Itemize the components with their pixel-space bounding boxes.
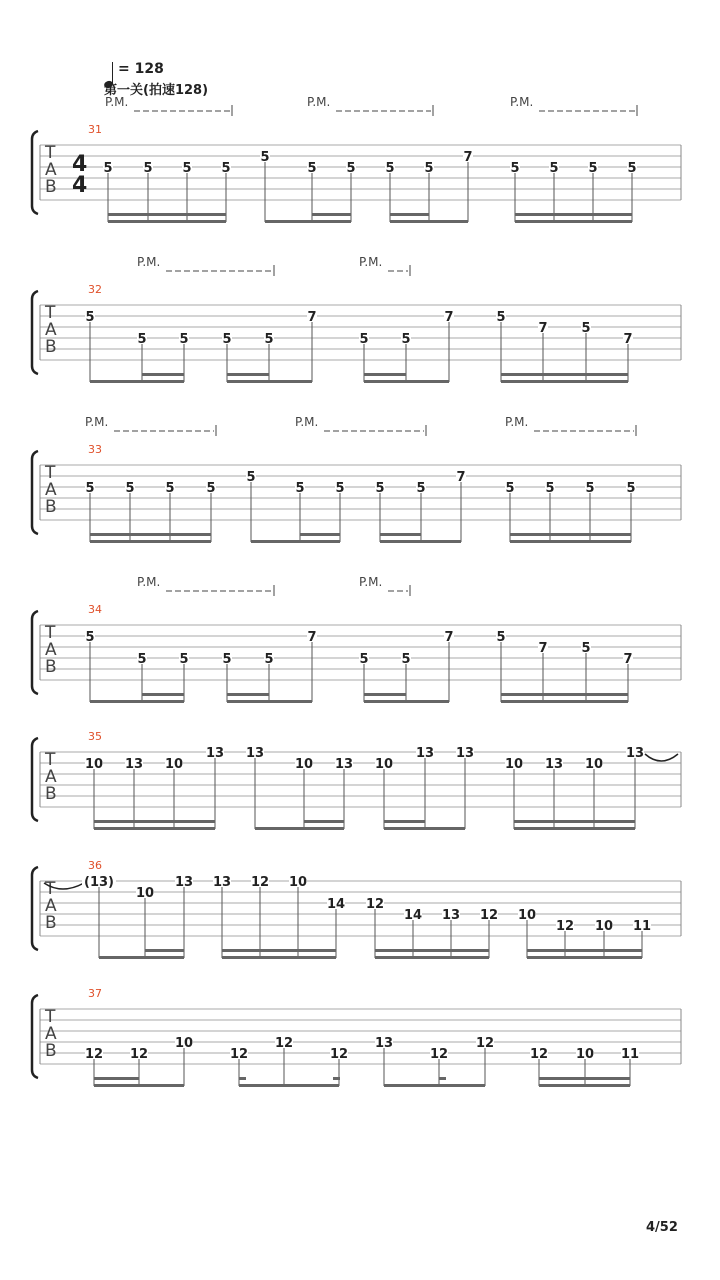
fret-number: 10 [84,757,104,772]
tie-icon [645,754,678,761]
fret-number: 13 [415,746,435,761]
fret-number: 5 [264,332,274,347]
system-bracket-icon [32,611,38,694]
beam [108,220,226,223]
fret-number: 13 [625,746,645,761]
fret-number: 10 [517,908,537,923]
system-bracket-icon [32,867,38,950]
beam [384,827,465,830]
beam [390,213,429,216]
beam [300,533,340,536]
fret-number: 5 [359,332,369,347]
palm-mute-label: P.M. [359,255,383,269]
fret-number: 5 [496,310,506,325]
beam [364,380,449,383]
fret-number: 5 [626,481,636,496]
beam [514,827,635,830]
beam [510,533,631,536]
fret-number: 12 [555,919,575,934]
beam [99,956,184,959]
beam [515,213,632,216]
fret-number: 5 [401,652,411,667]
fret-number: 5 [295,481,305,496]
beam [90,533,211,536]
fret-number: 7 [444,310,454,325]
beam [222,949,336,952]
beam [94,1077,139,1080]
fret-number: 10 [294,757,314,772]
measure-number: 37 [88,987,102,1000]
fret-number: 7 [538,641,548,656]
fret-number: 5 [85,310,95,325]
tab-system [32,255,681,383]
fret-number: 5 [346,161,356,176]
fret-number: 7 [623,332,633,347]
fret-number: 5 [182,161,192,176]
tab-clef-b: B [45,177,57,197]
tab-clef-a: A [45,160,57,180]
beam [364,373,406,376]
palm-mute-label: P.M. [510,95,534,109]
beam [539,1084,630,1087]
tab-clef-b: B [45,784,57,804]
fret-number: 5 [179,652,189,667]
section-title: 第一关(拍速128) [104,83,209,98]
fret-number: 7 [456,470,466,485]
fret-number: 10 [594,919,614,934]
beam-stub [333,1077,340,1080]
beam-stub [439,1077,446,1080]
measure-number: 32 [88,283,102,296]
beam [94,827,215,830]
fret-number: 12 [250,875,270,890]
fret-number: 13 [334,757,354,772]
time-signature-top: 4 [72,152,88,177]
fret-number: 12 [475,1036,495,1051]
tab-clef-b: B [45,1041,57,1061]
fret-number: 13 [212,875,232,890]
fret-number: 5 [221,161,231,176]
beam [94,1084,184,1087]
fret-number: 5 [137,332,147,347]
palm-mute-label: P.M. [307,95,331,109]
tab-clef-t: T [45,303,56,323]
tab-clef-t: T [45,1007,56,1027]
fret-number: 7 [444,630,454,645]
fret-number: 5 [359,652,369,667]
tab-clef-a: A [45,320,57,340]
fret-number: 12 [429,1047,449,1062]
beam [539,1077,630,1080]
fret-number: 5 [581,641,591,656]
fret-number: 12 [479,908,499,923]
beam [515,220,632,223]
fret-number: 13 [544,757,564,772]
palm-mute-label: P.M. [295,415,319,429]
tempo-marking: = 128 [118,61,164,77]
fret-number: 5 [424,161,434,176]
tab-clef-a: A [45,640,57,660]
tab-clef-b: B [45,657,57,677]
beam [527,949,642,952]
palm-mute-label: P.M. [505,415,529,429]
fret-number: 5 [510,161,520,176]
fret-number: 13 [441,908,461,923]
measure-number: 31 [88,123,102,136]
measure-number: 36 [88,859,102,872]
fret-number: 12 [329,1047,349,1062]
fret-number: 12 [229,1047,249,1062]
measure-number: 33 [88,443,102,456]
tab-clef-b: B [45,497,57,517]
tab-clef-a: A [45,896,57,916]
fret-number: 7 [623,652,633,667]
palm-mute-label: P.M. [359,575,383,589]
tab-system [32,95,681,223]
beam [514,820,635,823]
beam [364,700,449,703]
fret-number: 10 [288,875,308,890]
fret-number: 5 [85,481,95,496]
beam [501,373,628,376]
tab-clef-t: T [45,143,56,163]
beam [251,540,340,543]
fret-number: 10 [135,886,155,901]
fret-number: 13 [245,746,265,761]
beam-stub [239,1077,246,1080]
beam [501,700,628,703]
tab-clef-t: T [45,623,56,643]
beam [380,540,461,543]
beam [227,693,269,696]
beam [142,693,184,696]
tab-system [32,730,681,830]
beam [239,1084,339,1087]
tab-clef-t: T [45,750,56,770]
beam [527,956,642,959]
system-bracket-icon [32,451,38,534]
fret-number: 5 [505,481,515,496]
tab-system [32,987,681,1087]
beam [94,820,215,823]
fret-number: 5 [385,161,395,176]
fret-number: 5 [335,481,345,496]
fret-number: 10 [174,1036,194,1051]
fret-number: 12 [365,897,385,912]
fret-number: 5 [222,332,232,347]
beam [90,540,211,543]
fret-number: 10 [584,757,604,772]
palm-mute-label: P.M. [85,415,109,429]
fret-number: 5 [549,161,559,176]
fret-number: 10 [504,757,524,772]
fret-number: 5 [401,332,411,347]
beam [375,956,489,959]
tab-system [32,859,681,959]
system-bracket-icon [32,291,38,374]
system-bracket-icon [32,131,38,214]
fret-number: 10 [164,757,184,772]
fret-number: 5 [179,332,189,347]
palm-mute-label: P.M. [137,255,161,269]
beam [364,693,406,696]
fret-number: 10 [374,757,394,772]
system-bracket-icon [32,738,38,821]
tab-clef-t: T [45,879,56,899]
fret-number: 11 [620,1047,640,1062]
fret-number: 13 [205,746,225,761]
time-signature-bottom: 4 [72,173,88,198]
fret-number: 13 [174,875,194,890]
beam [255,827,344,830]
fret-number: 13 [124,757,144,772]
fret-number: 5 [264,652,274,667]
fret-number: 12 [529,1047,549,1062]
fret-number: 5 [588,161,598,176]
fret-number: 7 [538,321,548,336]
fret-number: 11 [632,919,652,934]
beam [265,220,351,223]
beam [380,533,421,536]
fret-number: 5 [581,321,591,336]
fret-number: 12 [129,1047,149,1062]
beam [390,220,468,223]
fret-number: 12 [274,1036,294,1051]
tab-clef-a: A [45,480,57,500]
measure-number: 35 [88,730,102,743]
fret-number: (13) [84,875,114,890]
beam [90,700,184,703]
fret-number: 12 [84,1047,104,1062]
tab-clef-b: B [45,913,57,933]
beam [375,949,489,952]
beam [510,540,631,543]
beam [227,700,312,703]
palm-mute-label: P.M. [137,575,161,589]
tab-clef-b: B [45,337,57,357]
beam [227,380,312,383]
tab-clef-t: T [45,463,56,483]
fret-number: 5 [260,150,270,165]
fret-number: 5 [627,161,637,176]
beam [108,213,226,216]
beam [90,380,184,383]
fret-number: 5 [85,630,95,645]
page-number: 4/52 [646,1220,678,1235]
fret-number: 5 [137,652,147,667]
beam [384,820,425,823]
fret-number: 14 [403,908,423,923]
beam [501,380,628,383]
fret-number: 5 [103,161,113,176]
fret-number: 13 [455,746,475,761]
beam [222,956,336,959]
beam [312,213,351,216]
fret-number: 5 [585,481,595,496]
tab-system [32,415,681,543]
fret-number: 5 [307,161,317,176]
fret-number: 13 [374,1036,394,1051]
fret-number: 7 [307,630,317,645]
fret-number: 5 [165,481,175,496]
beam [145,949,184,952]
fret-number: 7 [307,310,317,325]
palm-mute-label: P.M. [105,95,129,109]
fret-number: 7 [463,150,473,165]
fret-number: 5 [416,481,426,496]
tab-clef-a: A [45,767,57,787]
tab-clef-a: A [45,1024,57,1044]
beam [501,693,628,696]
fret-number: 5 [125,481,135,496]
beam [227,373,269,376]
beam [142,373,184,376]
beam [384,1084,485,1087]
beam [304,820,344,823]
fret-number: 5 [496,630,506,645]
system-bracket-icon [32,995,38,1078]
fret-number: 5 [143,161,153,176]
measure-number: 34 [88,603,102,616]
tab-system [32,575,681,703]
fret-number: 10 [575,1047,595,1062]
fret-number: 5 [246,470,256,485]
fret-number: 5 [545,481,555,496]
fret-number: 5 [375,481,385,496]
fret-number: 5 [206,481,216,496]
fret-number: 14 [326,897,346,912]
fret-number: 5 [222,652,232,667]
